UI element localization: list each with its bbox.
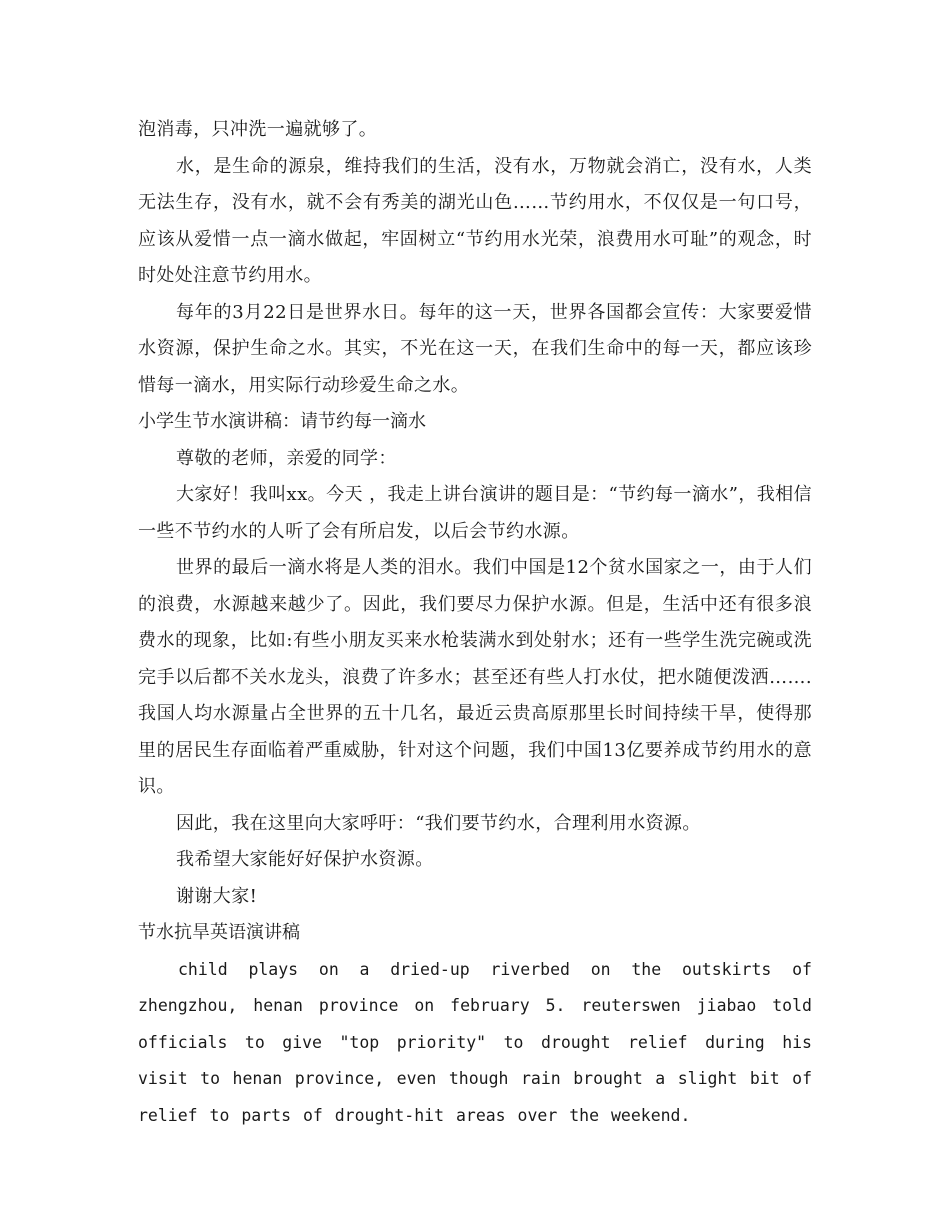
- paragraph: 尊敬的老师，亲爱的同学：: [176, 447, 397, 469]
- document-page: [138, 112, 812, 1134]
- paragraph: 谢谢大家!: [176, 885, 258, 907]
- paragraph: 我希望大家能好好保护水资源。: [176, 849, 434, 870]
- paragraph: 大家好！我叫xx。今天 ，我走上讲台演讲的题目是：“节约每一滴水”，我相信一些不节约水的人听了会有所启发，以后会节约水源。: [138, 484, 812, 542]
- section-heading: 节水抗旱英语演讲稿: [138, 922, 300, 943]
- paragraph: 每年的3月22日是世界水日。每年的这一天，世界各国都会宣传：大家要爱惜水资源，保护生命之水。其实，不光在这一天，在我们生命中的每一天，都应该珍惜每一滴水，用实际行动珍爱生命之水。: [138, 301, 812, 396]
- paragraph: 世界的最后一滴水将是人类的泪水。我们中国是12个贫水国家之一，由于人们的浪费，水源越来越少了。因此，我们要尽力保护水源。但是，生活中还有很多浪费水的现象，比如:有些小朋友买来水枪装满水到处射水；还有一些学生洗完碗或洗完手以后都不关水龙头，浪费了许多水；甚至还有些人打水仗，把水随便泼洒…….我国人均水源量占全世界的五十几名，最近云贵高原那里长时间持续干旱，使得那里的居民生存面临着严重威胁，针对这个问题，我们中国13亿要养成节约用水的意识。: [138, 557, 812, 797]
- paragraph: 水，是生命的源泉，维持我们的生活，没有水，万物就会消亡，没有水，人类无法生存，没有水，就不会有秀美的湖光山色……节约用水，不仅仅是一句口号，应该从爱惜一点一滴水做起，牢固树立“节约用水光荣，浪费用水可耻”的观念，时时处处注意节约用水。: [138, 155, 812, 286]
- paragraph: 泡消毒，只冲洗一遍就够了。: [138, 119, 378, 140]
- section-heading: 小学生节水演讲稿：请节约每一滴水: [138, 411, 426, 432]
- paragraph: 因此，我在这里向大家呼吁：“我们要节约水，合理利用水资源。: [176, 812, 701, 834]
- english-paragraph: child plays on a dried-up riverbed on the outskirts of zhengzhou, henan province on february 5. reuterswen jiabao told officials to give "top priority" to drought relief during his visit to henan province, even though rain brought a slight bit of relief to parts of drought-hit areas over the weekend.: [138, 959, 812, 1125]
